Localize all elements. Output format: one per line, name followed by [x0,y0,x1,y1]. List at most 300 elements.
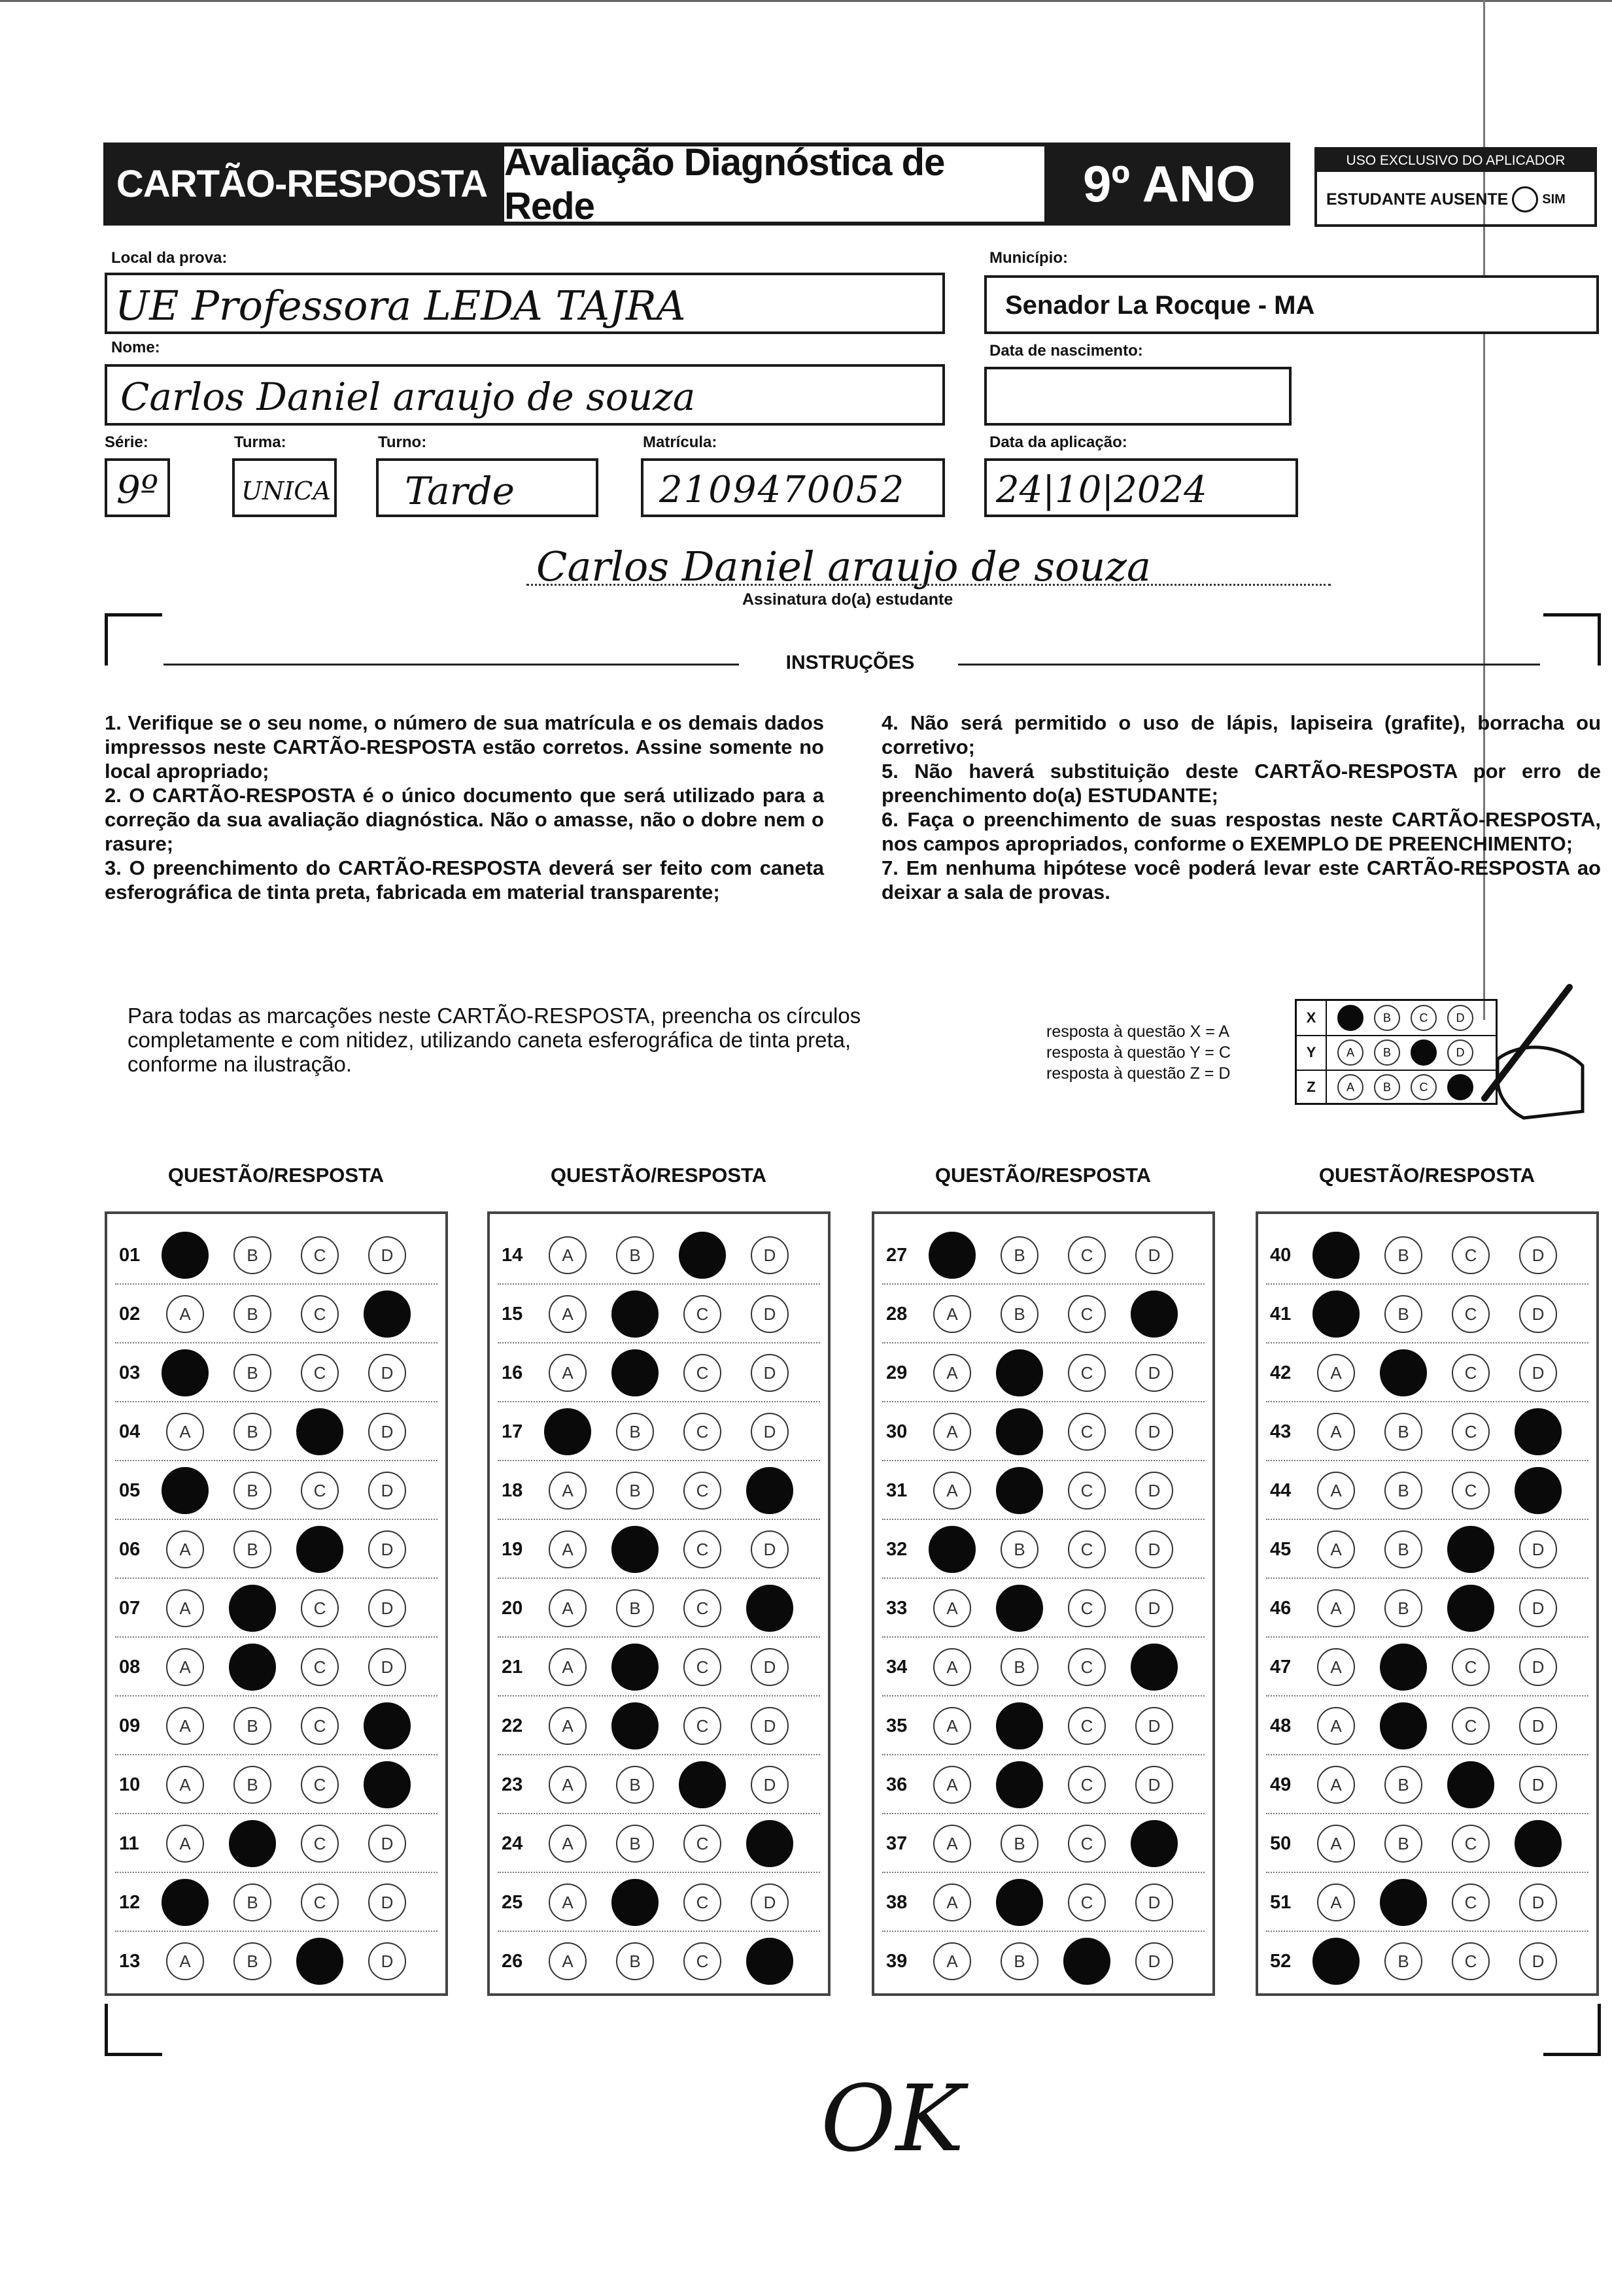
answer-bubble-11-c[interactable]: C [301,1825,339,1863]
answer-bubble-40-d[interactable]: D [1519,1236,1557,1274]
answer-bubble-08-b[interactable] [229,1644,276,1691]
answer-bubble-44-b[interactable]: B [1384,1472,1422,1510]
answer-bubble-03-c[interactable]: C [301,1354,339,1392]
answer-bubble-17-c[interactable]: C [683,1413,721,1451]
local-field[interactable] [105,273,945,334]
answer-bubble-09-a[interactable]: A [166,1707,204,1745]
answer-bubble-43-a[interactable]: A [1317,1413,1355,1451]
answer-bubble-46-d[interactable]: D [1519,1589,1557,1627]
question-row-21 [490,1638,828,1697]
answer-bubble-49-d[interactable]: D [1519,1766,1557,1804]
answer-bubble-39-b[interactable]: B [1001,1942,1038,1980]
answer-bubble-19-c[interactable]: C [683,1530,721,1568]
answer-bubble-17-a[interactable] [544,1408,591,1455]
answer-bubble-32-b[interactable]: B [1001,1530,1038,1568]
nome-label: Nome: [111,339,160,356]
answer-bubble-50-a[interactable]: A [1317,1825,1355,1863]
answer-bubble-51-c[interactable]: C [1452,1883,1490,1921]
answer-bubble-12-c[interactable]: C [301,1883,339,1921]
answer-bubble-17-b[interactable]: B [616,1413,654,1451]
question-number: 07 [119,1597,141,1619]
answer-bubble-01-a[interactable] [162,1232,209,1279]
answer-bubble-32-d[interactable]: D [1135,1530,1173,1568]
answer-bubble-38-b[interactable] [996,1879,1043,1926]
question-row-33 [874,1579,1212,1638]
answer-bubble-27-a[interactable] [929,1232,976,1279]
instr-rule-left [163,664,739,666]
answer-bubble-09-b[interactable]: B [233,1707,271,1745]
answer-bubble-29-c[interactable]: C [1068,1354,1106,1392]
question-column-title: QUESTÃO/RESPOSTA [1318,1164,1535,1187]
answer-bubble-27-c[interactable]: C [1068,1236,1106,1274]
answer-bubble-48-b[interactable] [1380,1702,1427,1749]
answer-bubble-33-a[interactable]: A [933,1589,971,1627]
answer-bubble-06-d[interactable]: D [368,1530,406,1568]
answer-bubble-08-c[interactable]: C [301,1648,339,1686]
answer-bubble-35-c[interactable]: C [1068,1707,1106,1745]
question-number: 03 [119,1362,141,1383]
answer-bubble-49-a[interactable]: A [1317,1766,1355,1804]
municipio-label: Município: [989,249,1068,267]
question-row-19 [490,1520,828,1579]
answer-bubble-47-c[interactable]: C [1452,1648,1490,1686]
answer-bubble-04-a[interactable]: A [166,1413,204,1451]
answer-bubble-49-b[interactable]: B [1384,1766,1422,1804]
question-number: 25 [502,1891,523,1913]
answer-bubble-27-b[interactable]: B [1001,1236,1038,1274]
answer-bubble-39-c[interactable] [1063,1938,1110,1985]
question-number: 09 [119,1715,141,1736]
corner-tl-v [105,613,108,666]
answer-bubble-22-d[interactable]: D [751,1707,789,1745]
answer-bubble-23-c[interactable] [679,1761,726,1808]
answer-bubble-36-d[interactable]: D [1135,1766,1173,1804]
question-number: 38 [886,1891,908,1913]
ausente-checkbox[interactable] [1512,186,1538,212]
answer-bubble-31-c[interactable]: C [1068,1472,1106,1510]
question-number: 08 [119,1656,141,1678]
answer-bubble-51-d[interactable]: D [1519,1883,1557,1921]
answer-bubble-28-d[interactable] [1131,1291,1178,1338]
answer-bubble-40-b[interactable]: B [1384,1236,1422,1274]
answer-bubble-41-a[interactable] [1312,1291,1360,1338]
answer-bubble-30-c[interactable]: C [1068,1413,1106,1451]
answer-bubble-30-b[interactable] [996,1408,1043,1455]
answer-bubble-02-a[interactable]: A [166,1295,204,1333]
answer-bubble-37-d[interactable] [1131,1820,1178,1867]
answer-bubble-39-d[interactable]: D [1135,1942,1173,1980]
answer-bubble-50-c[interactable]: C [1452,1825,1490,1863]
answer-bubble-46-c[interactable] [1447,1585,1494,1632]
instruction-2: 2. O CARTÃO-RESPOSTA é o único documento que será utilizado para a correção da sua avaliação diagnóstica. Não o amasse, não o dobre nem o rasure; [105,784,824,855]
question-row-36 [874,1755,1212,1814]
answer-bubble-11-b[interactable] [229,1820,276,1867]
answer-bubble-37-b[interactable]: B [1001,1825,1038,1863]
answer-bubble-09-d[interactable] [364,1702,411,1749]
answer-bubble-20-d[interactable] [746,1585,793,1632]
answer-bubble-12-a[interactable] [162,1879,209,1926]
answer-bubble-04-b[interactable]: B [233,1413,271,1451]
answer-bubble-03-a[interactable] [162,1349,209,1396]
answer-bubble-08-d[interactable]: D [368,1648,406,1686]
question-row-40 [1258,1226,1596,1285]
question-row-45 [1258,1520,1596,1579]
answer-bubble-18-b[interactable]: B [616,1472,654,1510]
question-column-1 [105,1211,448,1996]
answer-bubble-11-d[interactable]: D [368,1825,406,1863]
answer-bubble-42-d[interactable]: D [1519,1354,1557,1392]
answer-bubble-24-b[interactable]: B [616,1825,654,1863]
answer-bubble-43-d[interactable] [1515,1408,1562,1455]
answer-bubble-34-d[interactable] [1131,1644,1178,1691]
question-row-30 [874,1402,1212,1461]
answer-bubble-48-d[interactable]: D [1519,1707,1557,1745]
answer-bubble-32-a[interactable] [929,1526,976,1573]
answer-bubble-47-b[interactable] [1380,1644,1427,1691]
question-row-09 [107,1697,445,1755]
answer-bubble-21-c[interactable]: C [683,1648,721,1686]
question-number: 30 [886,1421,908,1442]
answer-bubble-35-b[interactable] [996,1702,1043,1749]
answer-bubble-26-c[interactable]: C [683,1942,721,1980]
answer-bubble-14-b[interactable]: B [616,1236,654,1274]
question-row-03 [107,1343,445,1402]
example-row-label: Y [1297,1036,1327,1070]
answer-bubble-21-a[interactable]: A [549,1648,587,1686]
answer-bubble-48-c[interactable]: C [1452,1707,1490,1745]
question-row-23 [490,1755,828,1814]
answer-bubble-52-a[interactable] [1312,1938,1360,1985]
matricula-field[interactable] [641,458,945,517]
answer-bubble-18-d[interactable] [746,1467,793,1514]
answer-bubble-45-d[interactable]: D [1519,1530,1557,1568]
answer-bubble-35-d[interactable]: D [1135,1707,1173,1745]
example-bubble [1411,1039,1437,1066]
answer-bubble-30-a[interactable]: A [933,1413,971,1451]
answer-bubble-14-d[interactable]: D [751,1236,789,1274]
question-row-12 [107,1873,445,1932]
answer-bubble-36-c[interactable]: C [1068,1766,1106,1804]
answer-bubble-23-b[interactable]: B [616,1766,654,1804]
scan-edge-line [0,0,1612,2]
answer-bubble-02-d[interactable] [364,1291,411,1338]
instruction-6: 6. Faça o preenchimento de suas respostas neste CARTÃO-RESPOSTA, nos campos apropriados, conforme o EXEMPLO DE PREENCHIMENTO; [882,808,1601,855]
question-number: 42 [1270,1362,1292,1383]
answer-bubble-41-d[interactable]: D [1519,1295,1557,1333]
turno-field[interactable] [376,458,598,517]
answer-bubble-05-d[interactable]: D [368,1472,406,1510]
answer-bubble-47-a[interactable]: A [1317,1648,1355,1686]
turma-value: UNICA [241,477,331,505]
answer-bubble-11-a[interactable]: A [166,1825,204,1863]
answer-bubble-26-d[interactable] [746,1938,793,1985]
answer-bubble-46-a[interactable]: A [1317,1589,1355,1627]
answer-bubble-41-b[interactable]: B [1384,1295,1422,1333]
answer-bubble-18-a[interactable]: A [549,1472,587,1510]
answer-bubble-23-a[interactable]: A [549,1766,587,1804]
answer-bubble-33-d[interactable]: D [1135,1589,1173,1627]
answer-bubble-16-a[interactable]: A [549,1354,587,1392]
answer-bubble-50-d[interactable] [1515,1820,1562,1867]
answer-bubble-44-c[interactable]: C [1452,1472,1490,1510]
answer-bubble-28-b[interactable]: B [1001,1295,1038,1333]
answer-bubble-13-c[interactable] [296,1938,343,1985]
answer-bubble-28-a[interactable]: A [933,1295,971,1333]
answer-bubble-12-d[interactable]: D [368,1883,406,1921]
answer-bubble-10-d[interactable] [364,1761,411,1808]
answer-bubble-17-d[interactable]: D [751,1413,789,1451]
answer-bubble-25-d[interactable]: D [751,1883,789,1921]
answer-bubble-44-a[interactable]: A [1317,1472,1355,1510]
answer-bubble-03-b[interactable]: B [233,1354,271,1392]
answer-bubble-42-c[interactable]: C [1452,1354,1490,1392]
answer-bubble-01-c[interactable]: C [301,1236,339,1274]
answer-bubble-44-d[interactable] [1515,1467,1562,1514]
instructions-title: INSTRUÇÕES [785,652,915,673]
example-bubble [1337,1005,1363,1031]
example-bubble: C [1411,1074,1437,1100]
answer-bubble-26-b[interactable]: B [616,1942,654,1980]
answer-bubble-29-a[interactable]: A [933,1354,971,1392]
matricula-value: 2109470052 [659,469,906,511]
answer-bubble-36-b[interactable] [996,1761,1043,1808]
question-row-35 [874,1697,1212,1755]
question-number: 35 [886,1715,908,1736]
question-row-46 [1258,1579,1596,1638]
answer-bubble-19-d[interactable]: D [751,1530,789,1568]
answer-bubble-28-c[interactable]: C [1068,1295,1106,1333]
answer-bubble-52-c[interactable]: C [1452,1942,1490,1980]
question-row-32 [874,1520,1212,1579]
answer-bubble-51-b[interactable] [1380,1879,1427,1926]
answer-bubble-10-b[interactable]: B [233,1766,271,1804]
answer-bubble-19-b[interactable] [611,1526,659,1573]
serie-field[interactable] [105,458,170,517]
answer-bubble-19-a[interactable]: A [549,1530,587,1568]
answer-bubble-22-c[interactable]: C [683,1707,721,1745]
question-number: 28 [886,1303,908,1325]
answer-bubble-25-b[interactable] [611,1879,659,1926]
answer-bubble-14-a[interactable]: A [549,1236,587,1274]
turma-field[interactable] [232,458,337,517]
answer-bubble-04-c[interactable] [296,1408,343,1455]
answer-bubble-41-c[interactable]: C [1452,1295,1490,1333]
answer-bubble-22-a[interactable]: A [549,1707,587,1745]
answer-bubble-43-b[interactable]: B [1384,1413,1422,1451]
answer-bubble-21-b[interactable] [611,1644,659,1691]
answer-bubble-05-b[interactable]: B [233,1472,271,1510]
answer-bubble-38-a[interactable]: A [933,1883,971,1921]
question-number: 37 [886,1832,908,1854]
grade-badge: 9º ANO [1048,143,1290,226]
question-number: 04 [119,1421,141,1442]
answer-bubble-24-d[interactable] [746,1820,793,1867]
question-row-52 [1258,1932,1596,1991]
nome-field[interactable] [105,364,945,426]
answer-bubble-02-b[interactable]: B [233,1295,271,1333]
turno-label: Turno: [378,433,427,451]
answer-bubble-26-a[interactable]: A [549,1942,587,1980]
answer-bubble-16-c[interactable]: C [683,1354,721,1392]
answer-bubble-10-a[interactable]: A [166,1766,204,1804]
answer-bubble-05-c[interactable]: C [301,1472,339,1510]
answer-bubble-31-a[interactable]: A [933,1472,971,1510]
answer-bubble-24-a[interactable]: A [549,1825,587,1863]
answer-bubble-52-d[interactable]: D [1519,1942,1557,1980]
answer-bubble-20-a[interactable]: A [549,1589,587,1627]
ausente-option: SIM [1542,192,1566,207]
question-row-16 [490,1343,828,1402]
question-number: 11 [119,1832,139,1854]
question-number: 36 [886,1774,908,1795]
answer-bubble-50-b[interactable]: B [1384,1825,1422,1863]
example-bubble: C [1411,1005,1437,1031]
answer-bubble-07-a[interactable]: A [166,1589,204,1627]
aplicador-box [1314,147,1597,227]
question-number: 32 [886,1538,908,1560]
answer-bubble-42-a[interactable]: A [1317,1354,1355,1392]
answer-bubble-38-c[interactable]: C [1068,1883,1106,1921]
question-number: 47 [1270,1656,1292,1678]
answer-bubble-25-c[interactable]: C [683,1883,721,1921]
answer-bubble-37-c[interactable]: C [1068,1825,1106,1863]
answer-bubble-33-c[interactable]: C [1068,1589,1106,1627]
answer-bubble-33-b[interactable] [996,1585,1043,1632]
answer-bubble-20-b[interactable]: B [616,1589,654,1627]
answer-bubble-34-c[interactable]: C [1068,1648,1106,1686]
ausente-label: ESTUDANTE AUSENTE [1326,190,1509,209]
answer-bubble-49-c[interactable] [1447,1761,1494,1808]
answer-bubble-02-c[interactable]: C [301,1295,339,1333]
card-title: CARTÃO-RESPOSTA [103,143,500,226]
answer-bubble-34-b[interactable]: B [1001,1648,1038,1686]
answer-bubble-43-c[interactable]: C [1452,1413,1490,1451]
answer-bubble-13-d[interactable]: D [368,1942,406,1980]
matricula-label: Matrícula: [643,433,717,451]
answer-bubble-05-a[interactable] [162,1467,209,1514]
municipio-value: Senador La Rocque - MA [1005,291,1315,320]
answer-bubble-22-b[interactable] [611,1702,659,1749]
question-number: 48 [1270,1715,1292,1736]
answer-bubble-46-b[interactable]: B [1384,1589,1422,1627]
answer-bubble-20-c[interactable]: C [683,1589,721,1627]
answer-bubble-35-a[interactable]: A [933,1707,971,1745]
answer-bubble-12-b[interactable]: B [233,1883,271,1921]
instr-rule-right [958,664,1540,666]
answer-bubble-15-c[interactable]: C [683,1295,721,1333]
question-row-37 [874,1814,1212,1873]
question-row-22 [490,1697,828,1755]
question-row-31 [874,1461,1212,1520]
answer-bubble-15-a[interactable]: A [549,1295,587,1333]
answer-bubble-47-d[interactable]: D [1519,1648,1557,1686]
question-number: 43 [1270,1421,1292,1442]
answer-bubble-13-a[interactable]: A [166,1942,204,1980]
answer-bubble-42-b[interactable] [1380,1349,1427,1396]
answer-bubble-16-b[interactable] [611,1349,659,1396]
question-number: 39 [886,1950,908,1972]
answer-bubble-36-a[interactable]: A [933,1766,971,1804]
answer-bubble-40-a[interactable] [1312,1232,1360,1279]
answer-bubble-51-a[interactable]: A [1317,1883,1355,1921]
answer-bubble-27-d[interactable]: D [1135,1236,1173,1274]
answer-bubble-14-c[interactable] [679,1232,726,1279]
answer-bubble-06-b[interactable]: B [233,1530,271,1568]
question-row-13 [107,1932,445,1991]
question-row-44 [1258,1461,1596,1520]
answer-bubble-31-d[interactable]: D [1135,1472,1173,1510]
instruction-5: 5. Não haverá substituição deste CARTÃO-RESPOSTA por erro de preenchimento do(a) ESTUDANTE; [882,760,1601,807]
answer-bubble-40-c[interactable]: C [1452,1236,1490,1274]
question-row-28 [874,1285,1212,1343]
corner-tr-v [1598,613,1601,666]
answer-bubble-38-d[interactable]: D [1135,1883,1173,1921]
question-row-50 [1258,1814,1596,1873]
nome-value: Carlos Daniel araujo de souza [120,375,696,419]
question-number: 15 [502,1303,523,1325]
answer-bubble-25-a[interactable]: A [549,1883,587,1921]
question-number: 50 [1270,1832,1292,1854]
answer-bubble-45-a[interactable]: A [1317,1530,1355,1568]
question-row-47 [1258,1638,1596,1697]
answer-bubble-45-c[interactable] [1447,1526,1494,1573]
answer-bubble-34-a[interactable]: A [933,1648,971,1686]
answer-bubble-45-b[interactable]: B [1384,1530,1422,1568]
question-row-18 [490,1461,828,1520]
answer-bubble-52-b[interactable]: B [1384,1942,1422,1980]
instruction-7: 7. Em nenhuma hipótese você poderá levar este CARTÃO-RESPOSTA ao deixar a sala de provas. [882,856,1601,903]
example-bubble: B [1374,1074,1400,1100]
answer-bubble-29-b[interactable] [996,1349,1043,1396]
answer-bubble-37-a[interactable]: A [933,1825,971,1863]
answer-bubble-06-a[interactable]: A [166,1530,204,1568]
answer-bubble-18-c[interactable]: C [683,1472,721,1510]
question-row-43 [1258,1402,1596,1461]
nascimento-field[interactable] [984,367,1292,426]
answer-bubble-39-a[interactable]: A [933,1942,971,1980]
exam-title: Avaliação Diagnóstica de Rede [500,143,1048,226]
answer-bubble-23-d[interactable]: D [751,1766,789,1804]
answer-bubble-07-b[interactable] [229,1585,276,1632]
answer-bubble-07-c[interactable]: C [301,1589,339,1627]
answer-bubble-48-a[interactable]: A [1317,1707,1355,1745]
answer-bubble-16-d[interactable]: D [751,1354,789,1392]
answer-bubble-06-c[interactable] [296,1526,343,1573]
answer-bubble-09-c[interactable]: C [301,1707,339,1745]
answer-bubble-08-a[interactable]: A [166,1648,204,1686]
answer-bubble-04-d[interactable]: D [368,1413,406,1451]
answer-bubble-32-c[interactable]: C [1068,1530,1106,1568]
answer-bubble-01-d[interactable]: D [368,1236,406,1274]
answer-bubble-24-c[interactable]: C [683,1825,721,1863]
answer-bubble-21-d[interactable]: D [751,1648,789,1686]
answer-bubble-30-d[interactable]: D [1135,1413,1173,1451]
turno-value: Tarde [405,469,515,513]
answer-bubble-15-d[interactable]: D [751,1295,789,1333]
answer-bubble-29-d[interactable]: D [1135,1354,1173,1392]
answer-bubble-31-b[interactable] [996,1467,1043,1514]
question-number: 19 [502,1538,523,1560]
aplicacao-field[interactable] [984,458,1298,517]
answer-bubble-01-b[interactable]: B [233,1236,271,1274]
answer-bubble-13-b[interactable]: B [233,1942,271,1980]
answer-bubble-10-c[interactable]: C [301,1766,339,1804]
answer-bubble-03-d[interactable]: D [368,1354,406,1392]
question-number: 12 [119,1891,141,1913]
answer-bubble-15-b[interactable] [611,1291,659,1338]
aplicacao-label: Data da aplicação: [989,433,1127,451]
answer-bubble-07-d[interactable]: D [368,1589,406,1627]
